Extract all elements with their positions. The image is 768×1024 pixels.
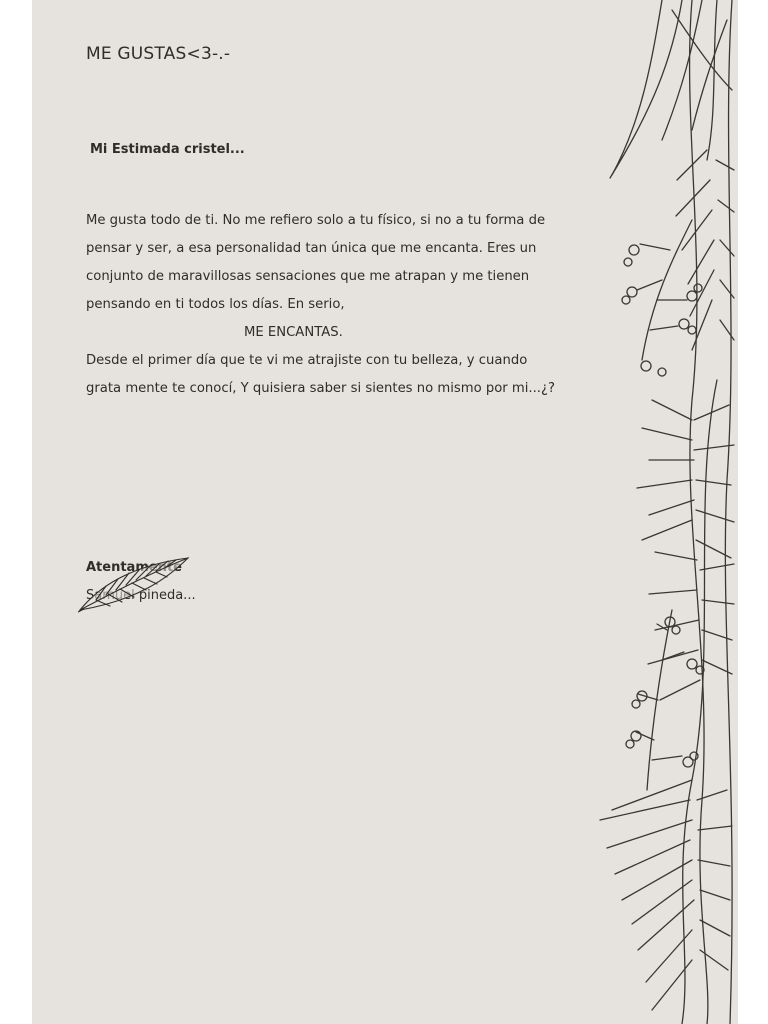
body-line: conjunto de maravillosas sensaciones que me atrapan y me tienen xyxy=(86,269,530,284)
body-line: pensar y ser, a esa personalidad tan única que me encanta. Eres un xyxy=(86,241,537,256)
body-line: Desde el primer día que te vi me atrajiste con tu belleza, y cuando xyxy=(86,353,528,368)
closing-label: Atentamente xyxy=(86,560,182,575)
body-line: pensando en ti todos los días. En serio, xyxy=(86,297,345,312)
signature-name: Samuel pineda... xyxy=(86,588,196,603)
letter-page xyxy=(32,0,738,1024)
botanical-illustration xyxy=(542,0,738,1024)
body-line: Me gusta todo de ti. No me refiero solo a tu físico, si no a tu forma de xyxy=(86,213,546,228)
letter-greeting: Mi Estimada cristel... xyxy=(90,142,245,157)
body-line: grata mente te conocí, Y quisiera saber si sientes no mismo por mi...¿? xyxy=(86,381,555,396)
body-line-emphasis: ME ENCANTAS. xyxy=(244,325,343,340)
letter-title: ME GUSTAS<3-.- xyxy=(86,44,231,64)
leaf-icon xyxy=(78,548,190,614)
